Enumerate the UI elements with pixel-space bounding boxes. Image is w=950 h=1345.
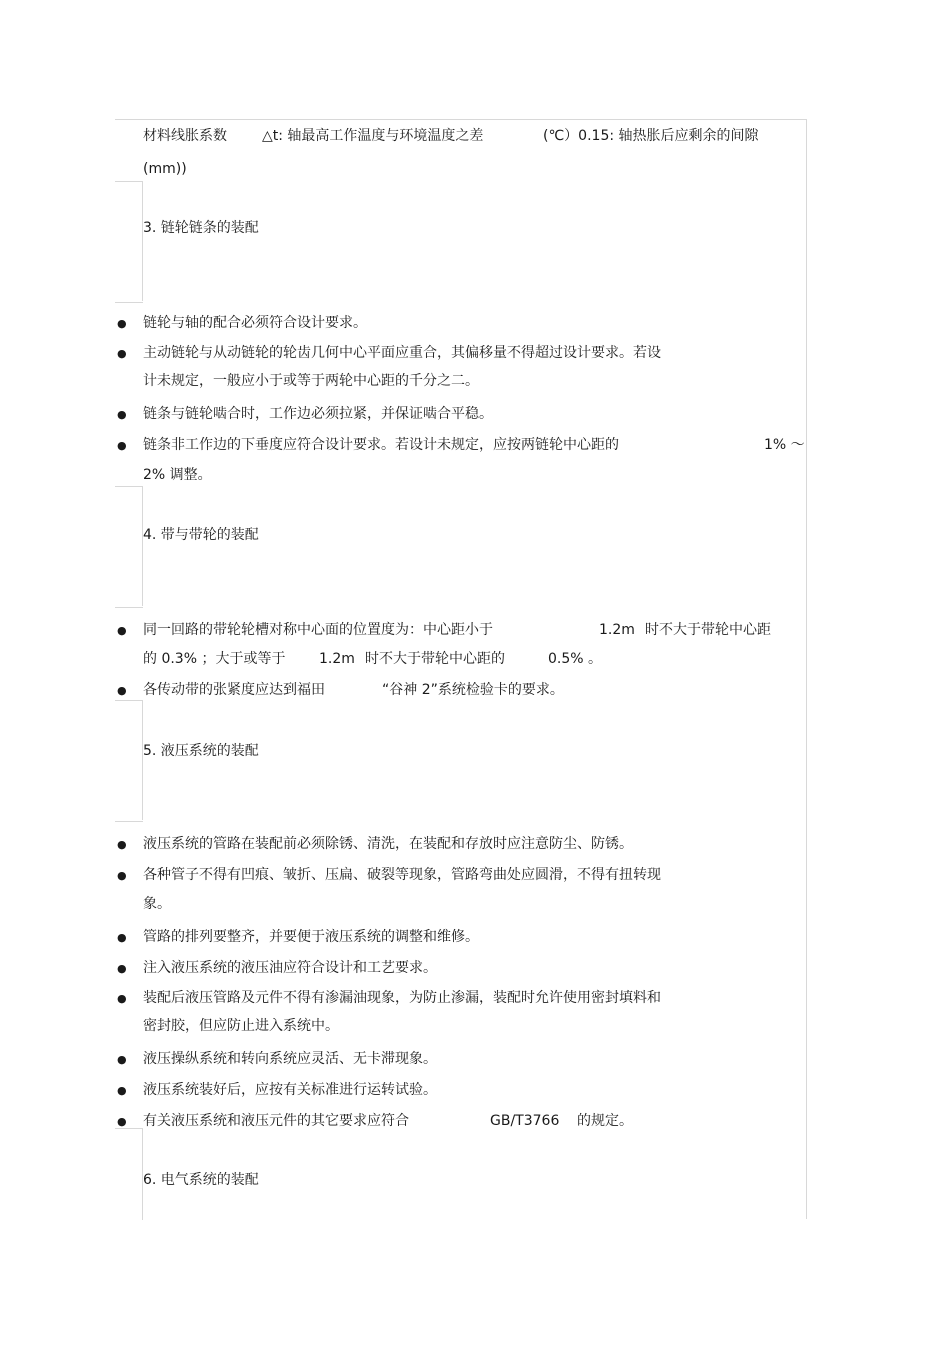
s5-item-7: 液压系统装好后，应按有关标准进行运转试验。 — [143, 1082, 437, 1098]
table-rule-h-6 — [115, 821, 143, 822]
s5-item-8-b: GB/T3766 — [490, 1113, 560, 1129]
s3-item-2-line-1: 主动链轮与从动链轮的轮齿几何中心平面应重合，其偏移量不得超过设计要求。若设 — [143, 345, 661, 361]
s5-item-2-line-2: 象。 — [143, 896, 171, 912]
table-rule-left-1 — [142, 181, 143, 301]
bullet-icon: ● — [117, 931, 127, 944]
section-3-heading: 3. 链轮链条的装配 — [143, 220, 259, 236]
bullet-icon: ● — [117, 408, 127, 421]
s4-item-1-b: 1.2m — [599, 622, 635, 638]
section-4-heading: 4. 带与带轮的装配 — [143, 527, 259, 543]
s4-item-1-f: 时不大于带轮中心距的 — [365, 651, 505, 667]
table-rule-h-1 — [115, 181, 143, 182]
section-5-heading: 5. 液压系统的装配 — [143, 743, 259, 759]
s5-item-5-line-1: 装配后液压管路及元件不得有渗漏油现象，为防止渗漏，装配时允许使用密封填料和 — [143, 990, 661, 1006]
s4-item-1-e: 1.2m — [319, 651, 355, 667]
s4-item-1-d: 的 0.3% ；大于或等于 — [143, 651, 286, 667]
table-rule-right — [806, 119, 807, 1219]
s3-item-3: 链条与链轮啮合时，工作边必须拉紧，并保证啮合平稳。 — [143, 406, 493, 422]
bullet-icon: ● — [117, 838, 127, 851]
bullet-icon: ● — [117, 624, 127, 637]
s5-item-2-line-1: 各种管子不得有凹痕、皱折、压扁、破裂等现象，管路弯曲处应圆滑，不得有扭转现 — [143, 867, 661, 883]
s3-item-4-percent: 1% ～ — [764, 437, 805, 453]
table-rule-left-2 — [142, 486, 143, 606]
bullet-icon: ● — [117, 1084, 127, 1097]
s5-item-8-c: 的规定。 — [577, 1113, 633, 1129]
table-rule-h-2 — [115, 302, 143, 303]
table-rule-h-3 — [115, 486, 143, 487]
intro-text-c: (℃）0.15: 轴热胀后应剩余的间隙 — [543, 128, 759, 144]
intro-text-d: (mm)) — [143, 161, 187, 177]
s5-item-8-a: 有关液压系统和液压元件的其它要求应符合 — [143, 1113, 409, 1129]
table-rule-top — [115, 119, 807, 120]
intro-text-b: △t: 轴最高工作温度与环境温度之差 — [262, 128, 484, 144]
bullet-icon: ● — [117, 869, 127, 882]
s5-item-6: 液压操纵系统和转向系统应灵活、无卡滞现象。 — [143, 1051, 437, 1067]
s3-item-4-line-2: 2% 调整。 — [143, 467, 212, 483]
s5-item-4: 注入液压系统的液压油应符合设计和工艺要求。 — [143, 960, 437, 976]
s4-item-2-b: “谷神 2”系统检验卡的要求。 — [382, 682, 564, 698]
table-rule-left-3 — [142, 700, 143, 820]
bullet-icon: ● — [117, 684, 127, 697]
s3-item-4-line-1: 链条非工作边的下垂度应符合设计要求。若设计未规定，应按两链轮中心距的 — [143, 437, 619, 453]
s4-item-1-a: 同一回路的带轮轮槽对称中心面的位置度为：中心距小于 — [143, 622, 493, 638]
table-rule-h-4 — [115, 607, 143, 608]
s4-item-2-a: 各传动带的张紧度应达到福田 — [143, 682, 325, 698]
bullet-icon: ● — [117, 439, 127, 452]
s5-item-5-line-2: 密封胶，但应防止进入系统中。 — [143, 1018, 339, 1034]
bullet-icon: ● — [117, 1053, 127, 1066]
s5-item-1: 液压系统的管路在装配前必须除锈、清洗，在装配和存放时应注意防尘、防锈。 — [143, 836, 633, 852]
s4-item-1-g: 0.5% 。 — [548, 651, 603, 667]
bullet-icon: ● — [117, 317, 127, 330]
s3-item-2-line-2: 计未规定，一般应小于或等于两轮中心距的千分之二。 — [143, 373, 479, 389]
table-rule-h-5 — [115, 700, 143, 701]
bullet-icon: ● — [117, 1115, 127, 1128]
s4-item-1-c: 时不大于带轮中心距 — [645, 622, 771, 638]
section-6-heading: 6. 电气系统的装配 — [143, 1172, 259, 1188]
s5-item-3: 管路的排列要整齐，并要便于液压系统的调整和维修。 — [143, 929, 479, 945]
bullet-icon: ● — [117, 347, 127, 360]
s3-item-1: 链轮与轴的配合必须符合设计要求。 — [143, 315, 367, 331]
intro-text-a: 材料线胀系数 — [143, 128, 227, 144]
bullet-icon: ● — [117, 992, 127, 1005]
bullet-icon: ● — [117, 962, 127, 975]
